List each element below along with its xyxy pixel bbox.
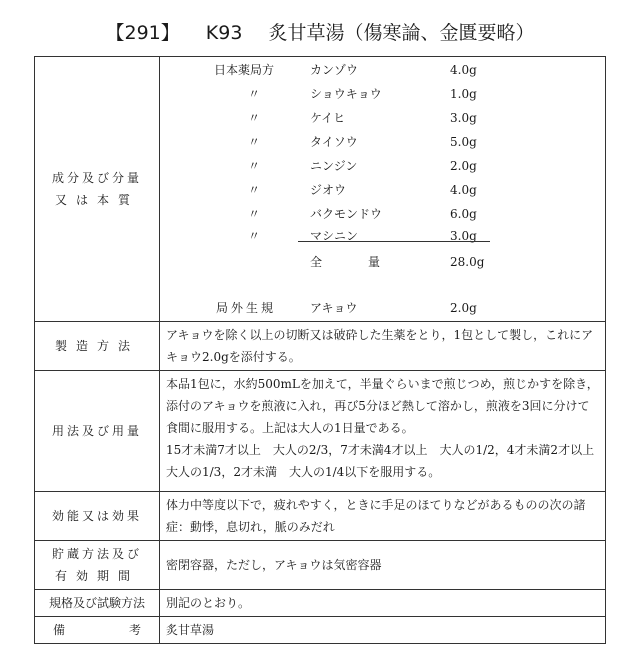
extra-source: 局外生規 (216, 301, 277, 315)
effects-label: 効能又は効果 (35, 492, 160, 541)
remarks-content (160, 617, 606, 644)
ingredient-name: ケイヒ (310, 111, 346, 125)
ingredient-name: タイソウ (310, 135, 358, 149)
monograph-code: K93 (205, 22, 243, 44)
monograph-name: 炙甘草湯（傷寒論、金匱要略） (268, 22, 535, 44)
ingredient-amount: 5.0g (450, 135, 477, 149)
ingredient-name: マシニン (310, 229, 359, 243)
ingredient-list (160, 57, 605, 319)
standards-text: 別記のとおり。 (166, 596, 251, 610)
manufacturing-text: アキョウを除く以上の切断又は破砕した生薬をとり，1包として製し，これにアキョウ2.0gを添付する。 (166, 328, 594, 364)
ingredient-amount: 2.0g (450, 159, 477, 173)
manufacturing-content (160, 322, 606, 371)
extra-amount: 2.0g (450, 301, 477, 315)
composition-label (35, 57, 160, 322)
remarks-label: 備 考 (35, 617, 160, 644)
ingredient-amount: 1.0g (450, 87, 477, 101)
ingredient-source: 日本薬局方 (214, 63, 275, 77)
total-label: 全 量 (310, 255, 380, 269)
storage-label (35, 541, 160, 590)
monograph-table (34, 56, 606, 644)
composition-row (35, 57, 606, 322)
ingredient-source: 〃 (248, 87, 261, 101)
composition-label-line1: 成分及び分量 (51, 171, 142, 185)
ingredient-source: 〃 (248, 229, 261, 243)
extra-name: アキョウ (310, 301, 358, 315)
standards-content (160, 590, 606, 617)
storage-label-line2: 有効期間 (54, 569, 139, 583)
effects-text: 体力中等度以下で，疲れやすく，ときに手足のほてりなどがあるものの次の諸症：動悸，息切れ，脈のみだれ (166, 498, 586, 534)
ingredient-source: 〃 (248, 135, 261, 149)
dosage-label: 用法及び用量 (35, 371, 160, 492)
ingredient-name: ニンジン (310, 159, 358, 173)
storage-row (35, 541, 606, 590)
ingredient-name: ジオウ (310, 183, 347, 197)
total-divider (298, 241, 490, 242)
ingredient-name: カンゾウ (310, 63, 359, 77)
ingredient-amount: 3.0g (450, 111, 477, 125)
dosage-text-1: 本品1包に，水約500mLを加えて，半量ぐらいまで煎じつめ，煎じかすを除き，添付のアキョウを煎液に入れ，再び5分ほど熱して溶かし，煎液を3回に分けて食間に服用する。上記は大人の1日量である。 (166, 377, 599, 435)
ingredient-source: 〃 (248, 183, 261, 197)
ingredient-name: バクモンドウ (310, 207, 383, 221)
dosage-content (160, 371, 606, 492)
monograph-number: 【291】 (105, 22, 180, 44)
ingredient-source: 〃 (248, 207, 261, 221)
effects-row (35, 492, 606, 541)
ingredient-source: 〃 (248, 111, 261, 125)
storage-content (160, 541, 606, 590)
ingredient-source: 〃 (248, 159, 261, 173)
monograph-title (0, 18, 640, 48)
dosage-row (35, 371, 606, 492)
dosage-text-2: 15才未満7才以上 大人の2/3，7才未満4才以上 大人の1/2，4才未満2才以上 大人の1/3，2才未満 大人の1/4以下を服用する。 (166, 443, 607, 479)
ingredient-amount: 4.0g (450, 183, 477, 197)
total-amount: 28.0g (450, 255, 485, 269)
ingredient-name: ショウキョウ (310, 87, 382, 101)
storage-label-line1: 貯蔵方法及び (51, 547, 142, 561)
remarks-text: 炙甘草湯 (166, 623, 215, 637)
manufacturing-row (35, 322, 606, 371)
ingredient-amount: 3.0g (450, 229, 477, 243)
composition-label-line2: 又は本質 (54, 193, 139, 207)
remarks-row (35, 617, 606, 644)
standards-label: 規格及び試験方法 (35, 590, 160, 617)
ingredient-amount: 6.0g (450, 207, 477, 221)
standards-row (35, 590, 606, 617)
ingredient-amount: 4.0g (450, 63, 477, 77)
storage-text: 密閉容器，ただし，アキョウは気密容器 (166, 558, 382, 572)
composition-content (160, 57, 606, 322)
manufacturing-label: 製造方法 (35, 322, 160, 371)
effects-content (160, 492, 606, 541)
